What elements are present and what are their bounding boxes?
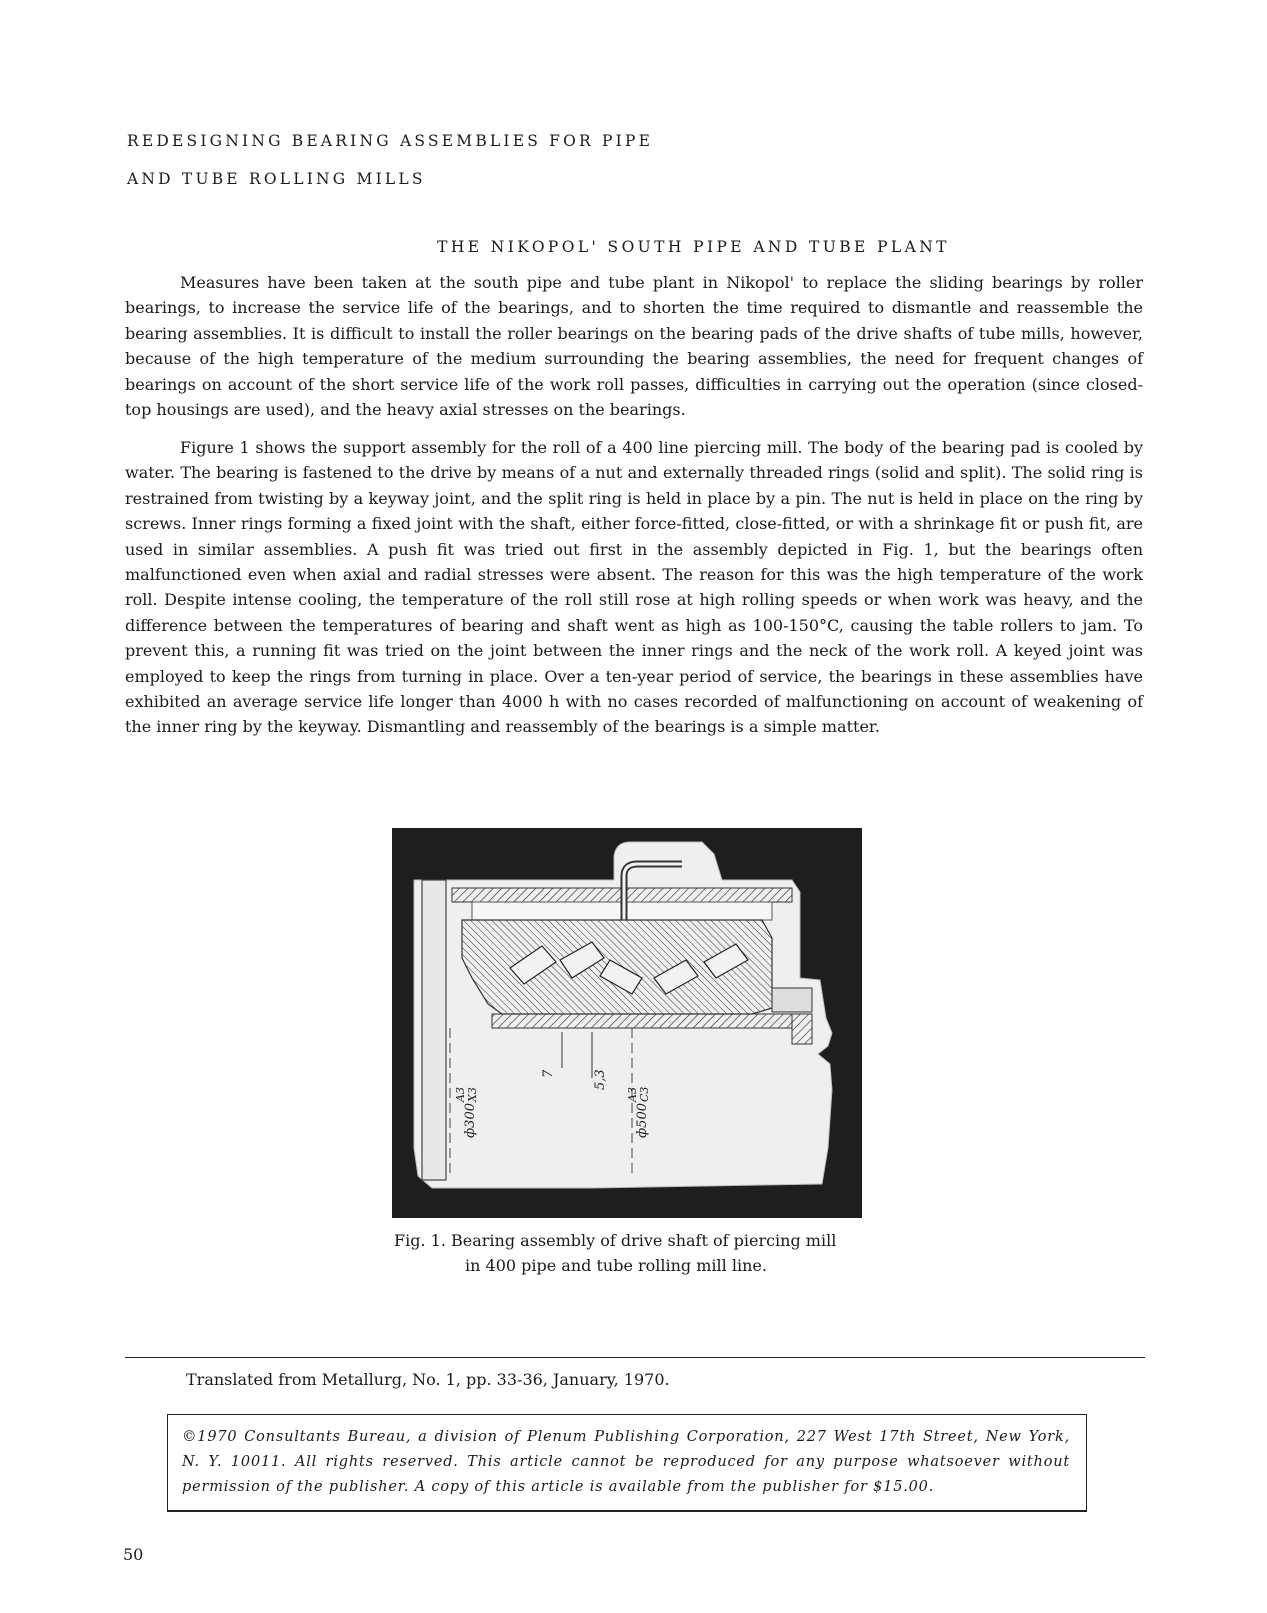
fit-a3-right-top: A3 [626,1087,639,1102]
locking-nut [772,988,812,1012]
paragraph-1: Measures have been taken at the south pipe and tube plant in Nikopol' to replace the sliding bearings by roller bearings, to increase the service life of the bearings, and to shorten the time required to dismantle and reassemble the bearing assemblies. It is difficult to install the roller bearings on the bearing pads of the drive shafts of tube mills, however, because of the high temperature of the medium surrounding the bearing assemblies, the need for frequent changes of bearings on account of the short service life of the work roll passes, difficulties in carrying out the operation (since closed-top housings are used), and the heavy axial stresses on the bearings. [125,273,1143,420]
dia-300-label: ф300 [463,1103,478,1138]
figure-caption [394,1228,836,1278]
footnote-divider [125,1357,1145,1358]
figure-caption-line-2: in 400 pipe and tube rolling mill line. [465,1256,767,1275]
page-number: 50 [123,1545,144,1564]
translation-note: Translated from Metallurg, No. 1, pp. 33-36, January, 1970. [186,1370,670,1389]
end-cap [422,880,446,1180]
copyright-text: ©1970 Consultants Bureau, a division of Plenum Publishing Corporation, 227 West 17th Street, New York, N. Y. 10011. All rights reserved. This article cannot be reproduced for any purpose whatsoever without permission of the publisher. A copy of this article is available from the publisher for $15.00. [182,1429,1070,1495]
fit-x3-left-bottom: X3 [466,1087,479,1102]
paragraph-2: Figure 1 shows the support assembly for the roll of a 400 line piercing mill. The body of the bearing pad is cooled by water. The bearing is fastened to the drive by means of a nut and externally threaded rings (solid and split). The solid ring is restrained from twisting by a keyway joint, and the split ring is held in place by a pin. The nut is held in place on the ring by screws. Inner rings forming a fixed joint with the shaft, either force-fitted, close-fitted, or with a shrinkage fit or push fit, are used in similar assemblies. A push fit was tried out first in the assembly depicted in Fig. 1, but the bearings often malfunctioned even when axial and radial stresses were absent. The reason for this was the high temperature of the work roll. Despite intense cooling, the temperature of the roll still rose at high rolling speeds or when work was heavy, and the difference between the temperatures of bearing and shaft went as high as 100-150°C, causing the table rollers to jam. To prevent this, a running fit was tried on the joint between the inner rings and the neck of the work roll. A keyed joint was employed to keep the rings from turning in place. Over a ten-year period of service, the bearings in these assemblies have exhibited an average service life longer than 4000 h with no cases recorded of malfunctioning on account of weakening of the inner ring by the keyway. Dismantling and reassembly of the bearings is a simple matter. [125,438,1143,737]
fit-c3-right-bottom: C3 [638,1086,651,1102]
dia-500-label: ф500 [635,1103,650,1138]
section-heading: THE NIKOPOL' SOUTH PIPE AND TUBE PLANT [437,238,950,256]
figure-caption-line-1: Fig. 1. Bearing assembly of drive shaft of piercing mill [394,1231,837,1250]
dim-5-3-label: 5,3 [593,1069,608,1090]
fit-a3-left-top: A3 [454,1087,467,1102]
copyright-box [167,1414,1087,1512]
bearing-assembly-drawing [392,828,862,1218]
bearing-assembly-figure [392,828,862,1218]
dim-7-label: 7 [541,1069,556,1078]
article-title-line-1: REDESIGNING BEARING ASSEMBLIES FOR PIPE [127,132,654,150]
inner-ring [492,1014,792,1028]
article-title-line-2: AND TUBE ROLLING MILLS [127,170,426,188]
